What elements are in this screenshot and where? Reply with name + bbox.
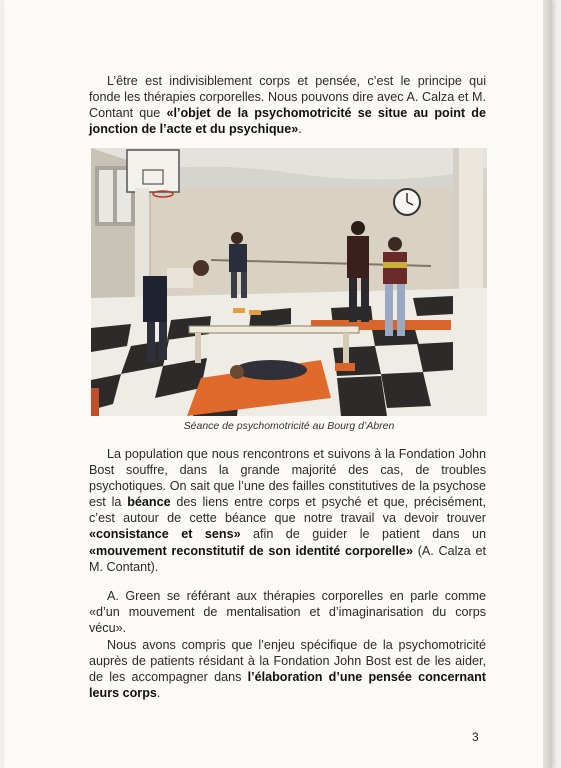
paragraph-2-bold-1: béance (127, 495, 171, 510)
paragraph-4-text-1: Nous avons compris que l’enjeu spécifique de la psychomotricité auprès de patients résidant à la Fondation John Bost est de les aider, de les accompagner dans (89, 638, 486, 685)
paragraph-2-text-2: des liens entre corps et psyché et que, précisément, c’est autour de cette béance que notre travail va devoir trouver (89, 495, 486, 526)
paragraph-1 (89, 73, 486, 137)
paragraph-4 (89, 637, 486, 701)
photo-psychomotricity-session (91, 148, 487, 416)
paragraph-1-text-1: L’être est indivisiblement corps et pensée, c’est le principe qui fonde les thérapies corporelles. Nous pouvons dire avec A. Calza et M. Contant que (89, 74, 486, 121)
paragraph-1-text-2: . (298, 122, 302, 137)
page-edge (543, 0, 552, 768)
paragraph-4-bold-1: l’élaboration d’une pensée concernant leurs corps (89, 670, 486, 701)
paragraph-2-bold-2: «consistance et sens» (89, 527, 241, 542)
paragraph-2-bold-3: «mouvement reconstitutif de son identité corporelle» (89, 543, 413, 558)
paragraph-3-text-1: A. Green se référant aux thérapies corporelles en parle comme «d’un mouvement de mentalisation et d’imaginarisation du corps vécu». (89, 589, 486, 636)
paragraph-1-bold-1: «l’objet de la psychomotricité se situe au point de jonction de l’acte et du psychique» (89, 106, 487, 137)
paragraph-2-text-1: La population que nous rencontrons et suivons à la Fondation John Bost souffre, dans la grande majorité des cas, de troubles psychotiques. On sait que l’une des failles constitutives de la psychose est la (89, 447, 486, 510)
paragraph-2 (89, 446, 486, 575)
paragraph-2-text-4: (A. Calza et M. Contant). (89, 543, 486, 574)
paragraph-3 (89, 588, 486, 636)
page-number: 3 (472, 730, 479, 744)
photo-caption: Séance de psychomotricité au Bourg d’Abren (183, 420, 395, 432)
paragraph-4-text-2: . (156, 686, 161, 701)
paragraph-2-text-3: afin de guider le patient dans un (240, 527, 486, 542)
